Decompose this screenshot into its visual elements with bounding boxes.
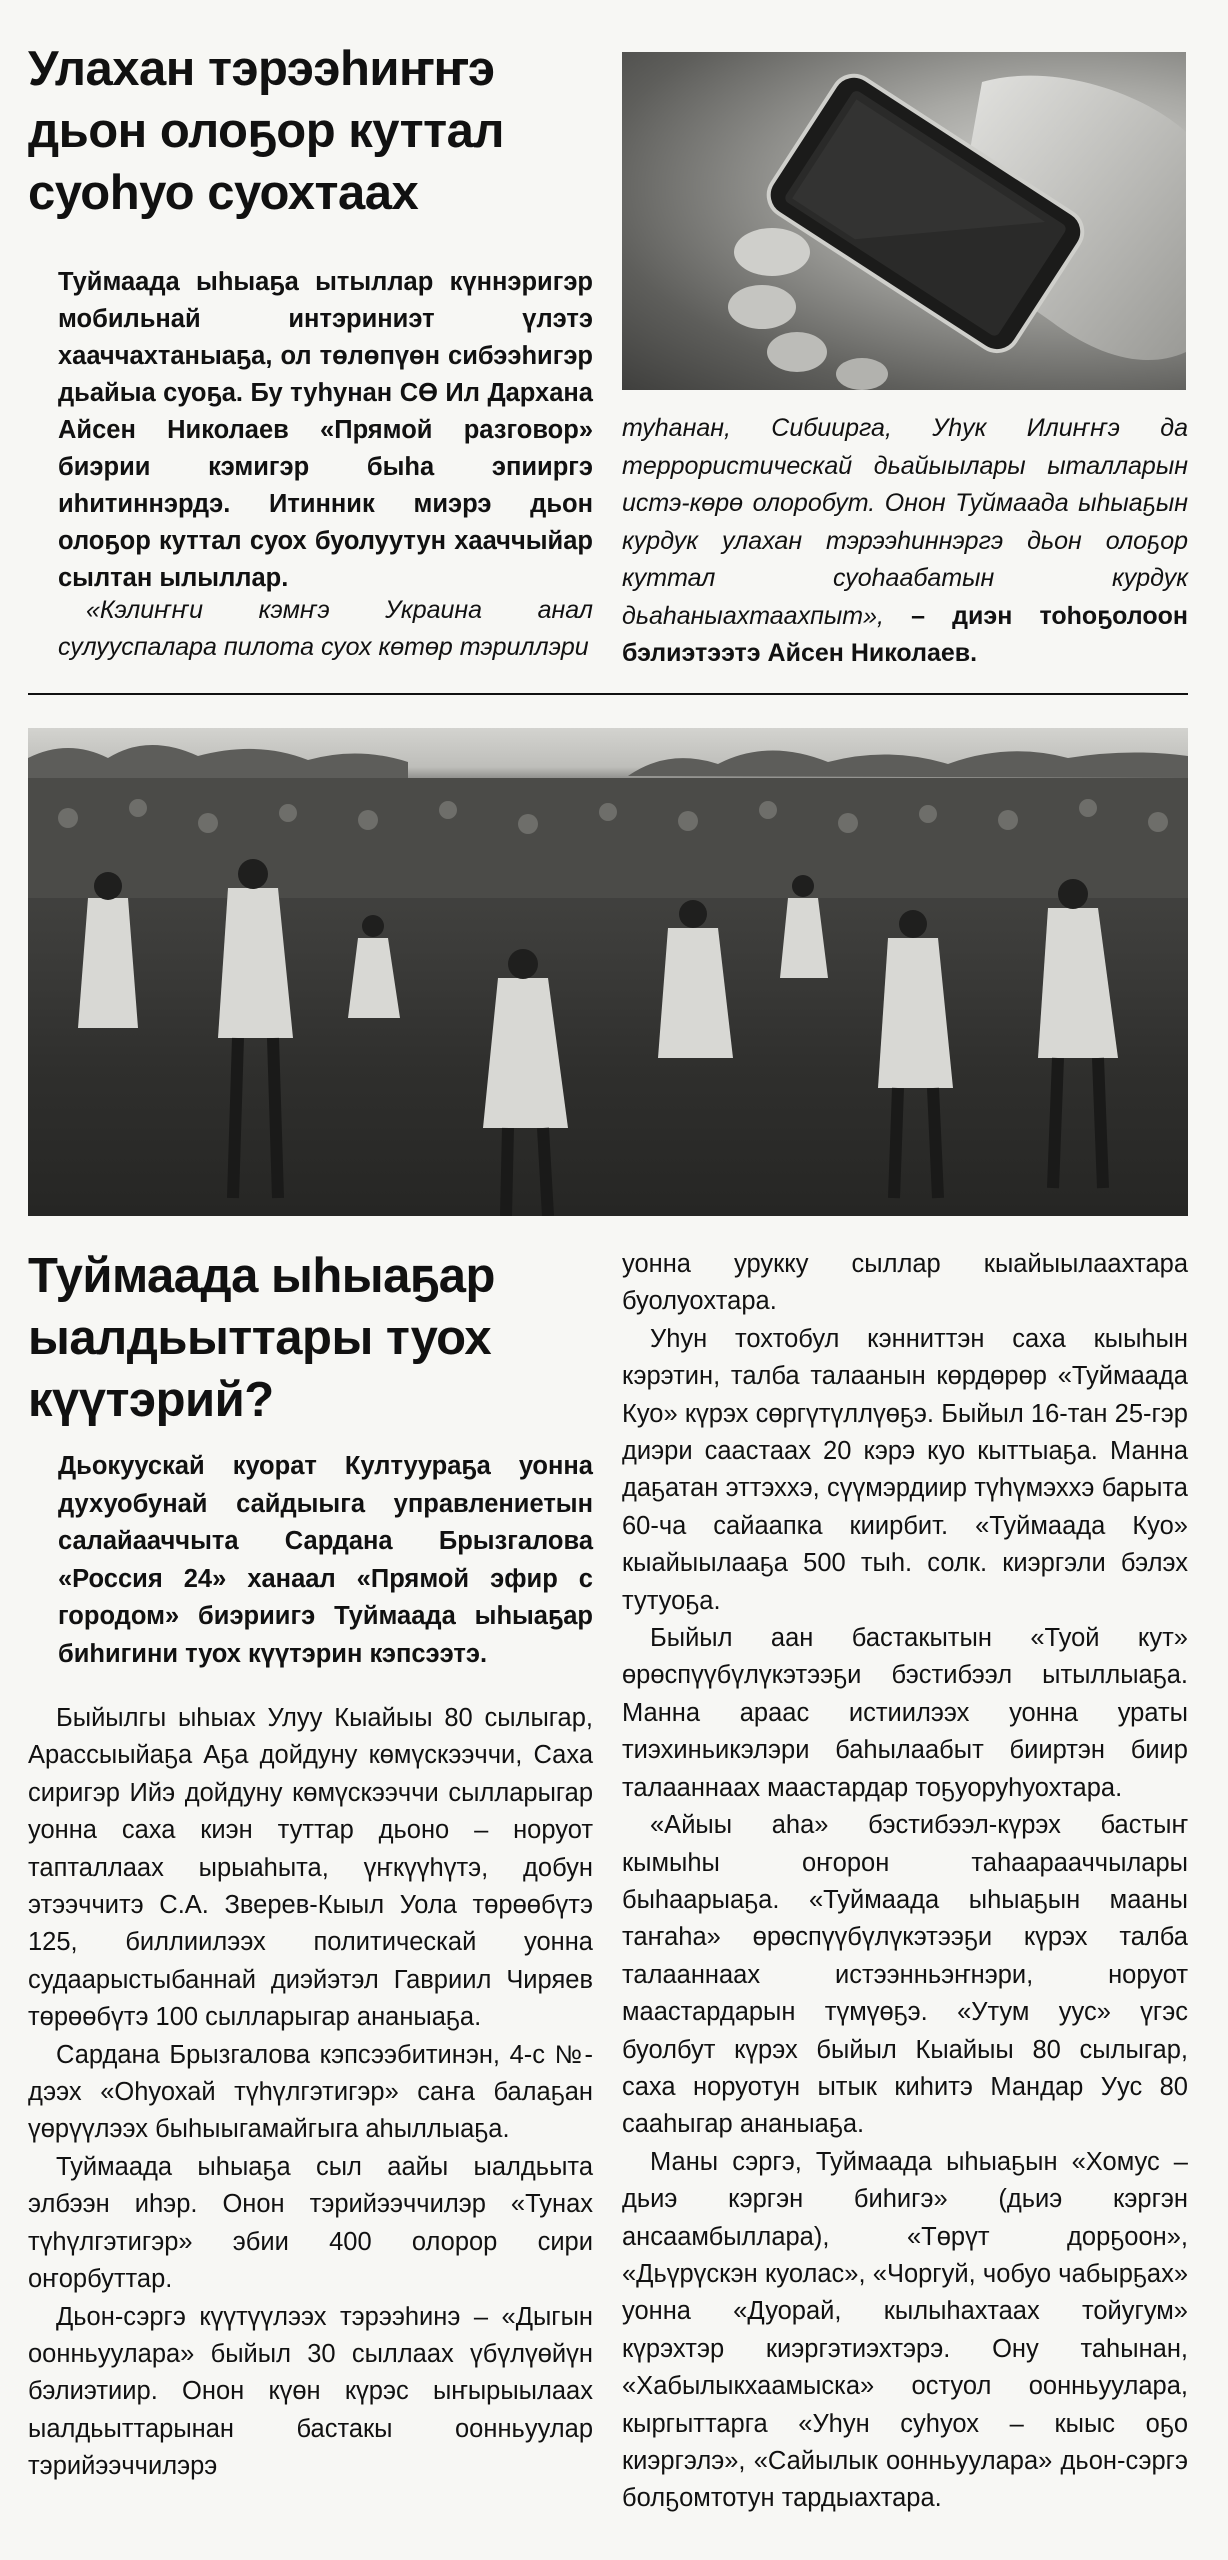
article1-title: Улахан тэрээһиҥҥэ дьон олоҕор куттал суоһуо суохтаах bbox=[28, 42, 505, 220]
body-paragraph: Уһун тохтобул кэнниттэн саха кыыһын кэрэтин, талба талаанын көрдөрөр «Туймаада Куо» күрэх сөргүтүллүөҕэ. Быйыл 16-тан 25-гэр диэри саастаах 20 кэрэ куо кыттыаҕа. Манна даҕатан эттэххэ, сүүмэрдиир түһүмэххэ барыта 60-ча сайаапка киирбит. «Туймаада Куо» кыайыылааҕа 500 тыһ. солк. киэргэли бэлэх тутуоҕа. bbox=[622, 1324, 1188, 1615]
body-paragraph: Туймаада ыһыаҕа сыл аайы ыалдьыта элбээн иһэр. Онон тэрийээччилэр «Тунах түһүлгэтигэр» эбии 400 олорор сири оҥорбуттар. bbox=[28, 2152, 593, 2294]
body-paragraph: Быйыл аан бастакытын «Туой кут» өрөспүүбүлүкэтээҕи бэстибээл ытыллыаҕа. Манна араас истиилээх уонна ураты тиэхиньикэлэри баһылаабыт бииртэн биир талааннаах маастардар тоҕуоруһуохтара. bbox=[622, 1624, 1188, 1802]
article1-quote-start: «Кэлиҥҥи кэмҥэ Украина анал сулууспалара пилота суох көтөр тэриллэри bbox=[58, 596, 593, 661]
article2-lead: Дьокуускай куорат Култуураҕа уонна духуобунай сайдыыга управлениетын салайааччыта Сардана Брызгалова «Россия 24» ханаал «Прямой эфир с городом» биэриигэ Туймаада ыһыаҕар биһигини туох күүтэрин кэпсээтэ. bbox=[58, 1452, 593, 1668]
body-paragraph: Маны сэргэ, Туймаада ыһыаҕын «Хомус – дьиэ кэргэн биһигэ» (дьиэ кэргэн ансаамбыллара), «Төрүт дорҕоон», «Дьүрүскэн куолас», «Чоргуй, чобуо чабырҕах» уонна «Дуорай, кылыһахтаах тойугум» күрэхтэр киэргэтиэхтэрэ. Ону таһынан, «Хабылыкхаамыска» остуол оонньуулара, кыргыттарга «Уһун суһуох – кыыс оҕо киэргэлэ», «Сайылык оонньуулара» дьон-сэргэ болҕомтотун тардыахтара. bbox=[622, 2147, 1188, 2513]
smartphone-hand-illustration bbox=[622, 52, 1186, 390]
body-paragraph: «Айыы аһа» бэстибээл-күрэх бастыҥ кымыһы оҥорон таһаарааччылары быһаарыаҕа. «Туймаада ыһыаҕын мааны таҥаһа» өрөспүүбүлүкэтээҕи күрэх талба талааннаах истээнньэҥнэри, норуот маастардарын түмүөҕэ. «Утум уус» үгэс буолбут күрэх быйыл Кыайыы 80 сылыгар, саха норуотун ытык киһитэ Мандар Уус 80 сааһыгар ананыаҕа. bbox=[622, 1811, 1188, 2139]
article2-left-column bbox=[28, 1700, 593, 2486]
festival-dancers-photo bbox=[28, 728, 1188, 1216]
article2-title: Туймаада ыһыаҕар ыалдьыттары туох күүтэрий? bbox=[28, 1249, 495, 1427]
section-divider bbox=[28, 693, 1188, 695]
body-paragraph-continuation: уонна урукку сыллар кыайыылаахтара буолуохтара. bbox=[622, 1250, 1188, 1316]
quote-continuation-text: туһанан, Сибиирга, Уһук Илиҥҥэ да террористическай дьайыылары ыталларын истэ-көрө олоробут. Онон Туймаада ыһыаҕын курдук улахан тэрээһиннэргэ дьон олоҕор куттал суоһаабатын курдук дьаһаныахтаахпыт», bbox=[622, 414, 1188, 630]
smartphone-in-hand-photo bbox=[622, 52, 1186, 390]
body-paragraph: Быйылгы ыһыах Улуу Кыайыы 80 сылыгар, Арассыыйаҕа Аҕа дойдуну көмүскээччи, Саха сиригэр Ийэ дойдуну көмүскээччи сылларыгар уонна саха киэн туттар дьоно – норуот тапталлаах ырыаһыта, үҥкүүһүтэ, добун этээччитэ С.А. Зверев-Кыыл Уола төрөөбүтэ 125, биллиилээх политическай уонна судаарыстыбаннай диэйэтэл Гавриил Чиряев төрөөбүтэ 100 сылларыгар ананыаҕа. bbox=[28, 1704, 593, 2032]
quote-attribution: – диэн тоһоҕолоон бэлиэтээтэ Айсен Николаев. bbox=[622, 601, 1188, 667]
body-paragraph: Дьон-сэргэ күүтүүлээх тэрээһинэ – «Дыгын оонньуулара» быйыл 30 сыллаах үбүлүөйүн бэлиэтиир. Онон күөн күрэс ыҥырыылаах ыалдьыттарынан бастакы оонньуулар тэрийээччилэрэ bbox=[28, 2302, 593, 2481]
dancers-crowd-illustration bbox=[28, 728, 1188, 1216]
article1-quote-continuation bbox=[622, 410, 1188, 673]
body-paragraph: Сардана Брызгалова кэпсээбитинэн, 4-с №-дээх «Оһуохай түһүлгэтигэр» саҥа балаҕан үөрүүлээх быһыыгамайгыга аһыллыаҕа. bbox=[28, 2040, 593, 2144]
article2-right-column bbox=[622, 1246, 1188, 2518]
article1-lead: Туймаада ыһыаҕа ытыллар күннэригэр мобильнай интэриниэт үлэтэ хааччахтаныаҕа, ол төлөпүөн сибээһигэр дьайыа суоҕа. Бу туһунан СӨ Ил Дархана Айсен Николаев «Прямой разговор» биэрии кэмигэр быһа эпииргэ иһитиннэрдэ. Итинник миэрэ дьон олоҕор куттал суох буолуутун хааччыйар сылтан ылыллар. bbox=[58, 268, 593, 592]
